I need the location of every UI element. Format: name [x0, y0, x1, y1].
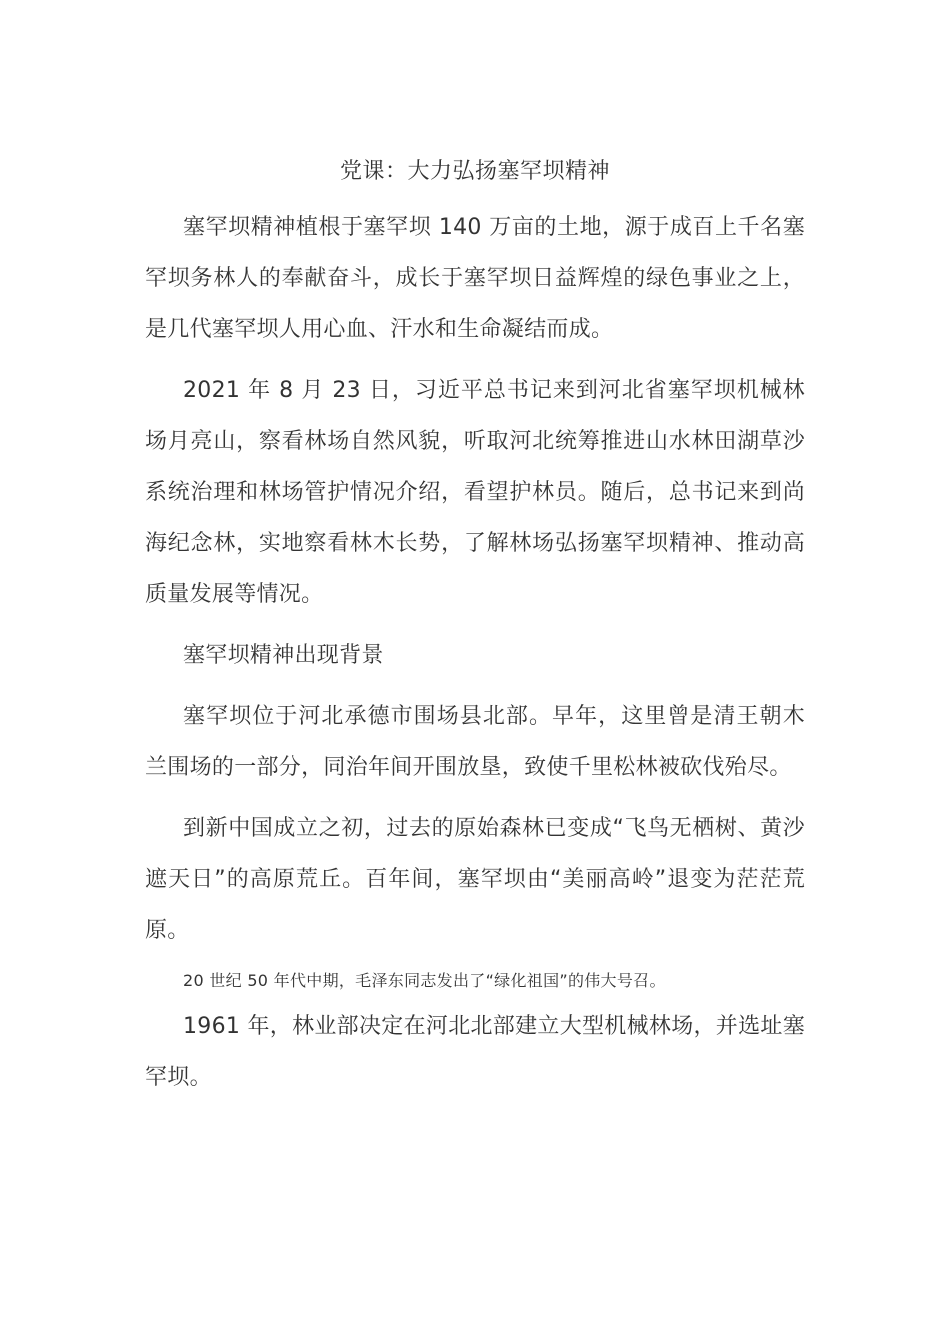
paragraph: 塞罕坝位于河北承德市围场县北部。早年，这里曾是清王朝木兰围场的一部分，同治年间开围放垦，致使千里松林被砍伐殆尽。	[145, 704, 805, 780]
paragraph: 到新中国成立之初，过去的原始森林已变成“飞鸟无栖树、黄沙遮天日”的高原荒丘。百年间，塞罕坝由“美丽高岭”退变为茫茫荒原。	[145, 816, 805, 943]
section-heading: 塞罕坝精神出现背景	[183, 643, 384, 668]
paragraph: 塞罕坝精神植根于塞罕坝 140 万亩的土地，源于成百上千名塞罕坝务林人的奉献奋斗，成长于塞罕坝日益辉煌的绿色事业之上，是几代塞罕坝人用心血、汗水和生命凝结而成。	[145, 215, 805, 342]
document-title: 党课：大力弘扬塞罕坝精神	[339, 159, 610, 184]
paragraph: 1961 年，林业部决定在河北北部建立大型机械林场，并选址塞罕坝。	[145, 1014, 805, 1090]
document-body	[145, 150, 805, 1113]
paragraph: 20 世纪 50 年代中期，毛泽东同志发出了“绿化祖国”的伟大号召。	[183, 971, 666, 990]
paragraph: 2021 年 8 月 23 日，习近平总书记来到河北省塞罕坝机械林场月亮山，察看林场自然风貌，听取河北统筹推进山水林田湖草沙系统治理和林场管护情况介绍，看望护林员。随后，总书记来到尚海纪念林，实地察看林木长势，了解林场弘扬塞罕坝精神、推动高质量发展等情况。	[145, 378, 805, 607]
